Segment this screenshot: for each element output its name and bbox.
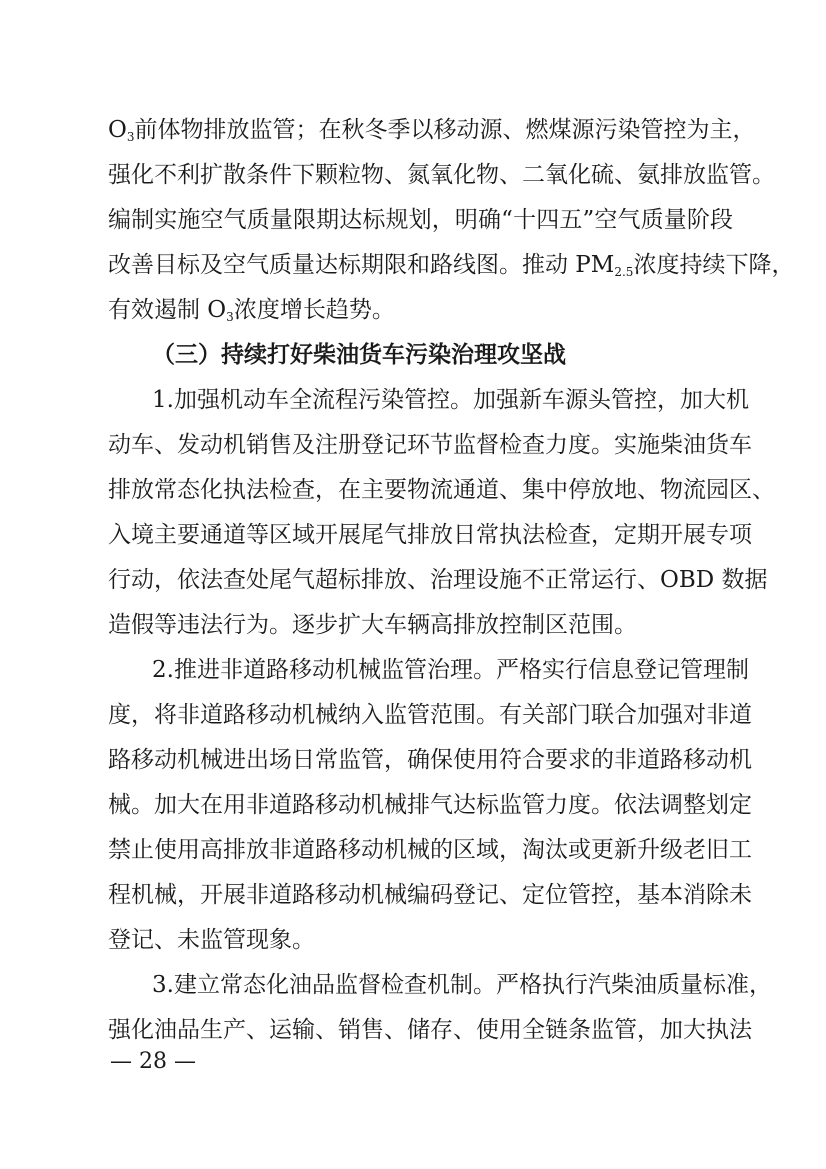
paragraph-line: 度，将非道路移动机械纳入监管范围。有关部门联合加强对非道	[108, 702, 752, 728]
paragraph-line: 入境主要通道等区域开展尾气排放日常执法检查，定期开展专项	[108, 522, 752, 548]
paragraph-line: 行动，依法查处尾气超标排放、治理设施不正常运行、OBD 数据	[108, 567, 768, 593]
subscript: 2.5	[614, 265, 634, 279]
paragraph-line: 3.建立常态化油品监督检查机制。严格执行汽柴油质量标准，	[152, 972, 772, 998]
paragraph-line: 登记、未监管现象。	[108, 927, 315, 953]
paragraph-line: 强化油品生产、运输、销售、储存、使用全链条监管，加大执法	[108, 1017, 752, 1043]
paragraph-line	[108, 295, 733, 332]
paragraph-line: 禁止使用高排放非道路移动机械的区域，淘汰或更新升级老旧工	[108, 837, 752, 863]
paragraph-line: 1.加强机动车全流程污染管控。加强新车源头管控，加大机	[152, 387, 749, 413]
subscript: 3	[226, 310, 234, 324]
page-number: — 28 —	[110, 1049, 196, 1074]
paragraph-line: 强化不利扩散条件下颗粒物、氮氧化物、二氧化硫、氨排放监管。	[108, 162, 775, 188]
paragraph-line: 排放常态化执法检查，在主要物流通道、集中停放地、物流园区、	[108, 477, 775, 503]
subscript: 3	[126, 130, 135, 144]
paragraph-line: 路移动机械进出场日常监管，确保使用符合要求的非道路移动机	[108, 747, 752, 773]
text-run: 浓度持续下降，	[633, 252, 795, 278]
text-run: 改善目标及空气质量达标期限和路线图。推动 PM	[108, 252, 615, 278]
paragraph-line	[108, 115, 756, 152]
text-run: 前体物排放监管；在秋冬季以移动源、燃煤源污染管控为主，	[134, 117, 756, 143]
text-run: 浓度增长趋势。	[233, 297, 395, 323]
paragraph-line	[108, 250, 795, 287]
paragraph-line: 造假等违法行为。逐步扩大车辆高排放控制区范围。	[108, 612, 637, 638]
paragraph-line: 动车、发动机销售及注册登记环节监督检查力度。实施柴油货车	[108, 432, 752, 458]
paragraph-line: 程机械，开展非道路移动机械编码登记、定位管控，基本消除未	[108, 882, 752, 908]
paragraph-line: 2.推进非道路移动机械监管治理。严格实行信息登记管理制	[152, 657, 749, 683]
section-heading: （三）持续打好柴油货车污染治理攻坚战	[152, 341, 566, 368]
text-run: 有效遏制 O	[108, 297, 227, 323]
paragraph-line: 编制实施空气质量限期达标规划，明确“十四五”空气质量阶段	[108, 207, 733, 233]
text-run: O	[108, 117, 127, 143]
paragraph-line: 械。加大在用非道路移动机械排气达标监管力度。依法调整划定	[108, 792, 752, 818]
